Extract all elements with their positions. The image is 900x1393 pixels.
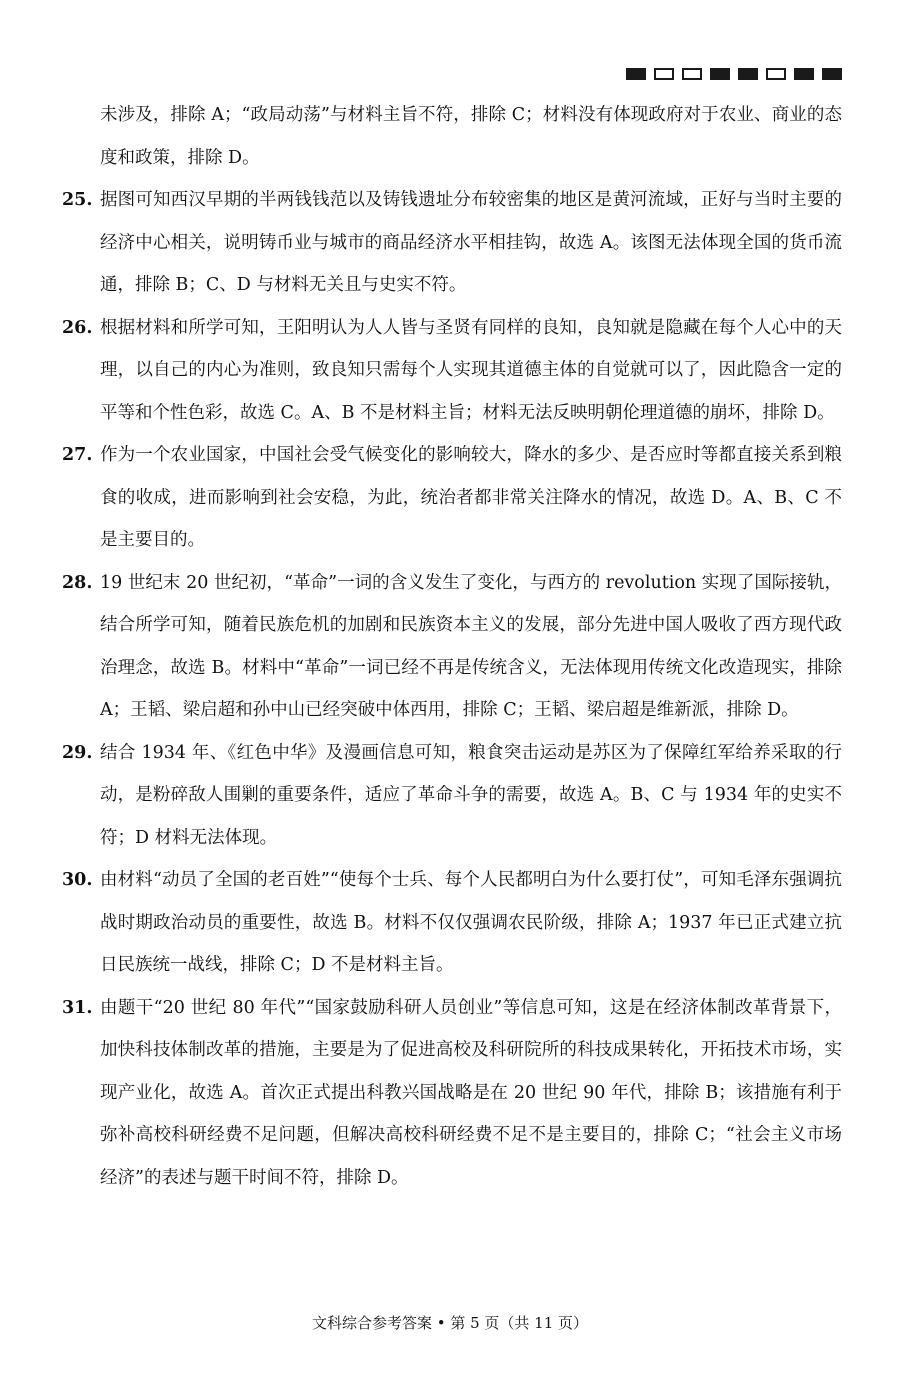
answer-item [62, 859, 842, 987]
answer-number: 27. [62, 445, 93, 465]
answer-text: 根据材料和所学可知，王阳明认为人人皆与圣贤有同样的良知，良知就是隐藏在每个人心中的天理，以自己的内心为准则，致良知只需每个人实现其道德主体的自觉就可以了，因此隐含一定的平等和个性色彩，故选 C。A、B 不是材料主旨；材料无法反映明朝伦理道德的崩坏，排除 D。 [100, 317, 842, 423]
marker-square [738, 68, 758, 80]
marker-square [822, 68, 842, 80]
answer-text: 19 世纪末 20 世纪初，“革命”一词的含义发生了变化，与西方的 revolution 实现了国际接轨，结合所学可知，随着民族危机的加剧和民族资本主义的发展，部分先进中国人吸收了西方现代政治理念，故选 B。材料中“革命”一词已经不再是传统含义，无法体现用传统文化改造现实，排除 A；王韬、梁启超和孙中山已经突破中体西用，排除 C；王韬、梁启超是维新派，排除 D。 [100, 572, 842, 720]
answer-item [62, 179, 842, 307]
answer-item [62, 732, 842, 860]
answer-number: 28. [62, 572, 93, 593]
marker-square [710, 68, 730, 80]
answer-text: 由题干“20 世纪 80 年代”“国家鼓励科研人员创业”等信息可知，这是在经济体制改革背景下，加快科技体制改革的措施，主要是为了促进高校及科研院所的科技成果转化，开拓技术市场，实现产业化，故选 A。首次正式提出科教兴国战略是在 20 世纪 90 年代，排除 B；该措施有利于弥补高校科研经费不足问题，但解决高校科研经费不足不是主要目的，排除 C；“社会主义市场经济”的表述与题干时间不符，排除 D。 [100, 997, 842, 1188]
answer-item [62, 307, 842, 435]
answer-number: 26. [62, 317, 93, 338]
marker-square [794, 68, 814, 80]
marker-square [626, 68, 646, 80]
answer-text: 据图可知西汉早期的半两钱钱范以及铸钱遗址分布较密集的地区是黄河流域，正好与当时主要的经济中心相关，说明铸币业与城市的商品经济水平相挂钩，故选 A。该图无法体现全国的货币流通，排除 B；C、D 与材料无关且与史实不符。 [100, 190, 842, 295]
answer-text: 结合 1934 年、《红色中华》及漫画信息可知，粮食突击运动是苏区为了保障红军给养采取的行动，是粉碎敌人围剿的重要条件，适应了革命斗争的需要，故选 A。B、C 与 1934 年的史实不符；D 材料无法体现。 [100, 742, 842, 848]
answer-number: 29. [62, 742, 93, 763]
answer-item [62, 562, 842, 732]
answer-text: 作为一个农业国家，中国社会受气候变化的影响较大，降水的多少、是否应时等都直接关系到粮食的收成，进而影响到社会安稳，为此，统治者都非常关注降水的情况，故选 D。A、B、C 不是主要目的。 [100, 445, 842, 550]
lead-paragraph: 未涉及，排除 A；“政局动荡”与材料主旨不符，排除 C；材料没有体现政府对于农业、商业的态度和政策，排除 D。 [100, 105, 842, 168]
answer-number: 25. [62, 190, 93, 210]
marker-square [682, 68, 702, 80]
page-footer: 文科综合参考答案 • 第 5 页（共 11 页） [311, 1314, 589, 1332]
registration-marker-strip [626, 68, 842, 80]
answer-content [62, 94, 842, 1199]
answer-text: 由材料“动员了全国的老百姓”“使每个士兵、每个人民都明白为什么要打仗”，可知毛泽东强调抗战时期政治动员的重要性，故选 B。材料不仅仅强调农民阶级，排除 A；1937 年已正式建立抗日民族统一战线，排除 C；D 不是材料主旨。 [100, 870, 842, 975]
answer-list [62, 179, 842, 1199]
answer-number: 30. [62, 870, 93, 890]
answer-number: 31. [62, 997, 93, 1018]
marker-square [766, 68, 786, 80]
answer-item [62, 987, 842, 1200]
answer-item [62, 434, 842, 562]
marker-square [654, 68, 674, 80]
